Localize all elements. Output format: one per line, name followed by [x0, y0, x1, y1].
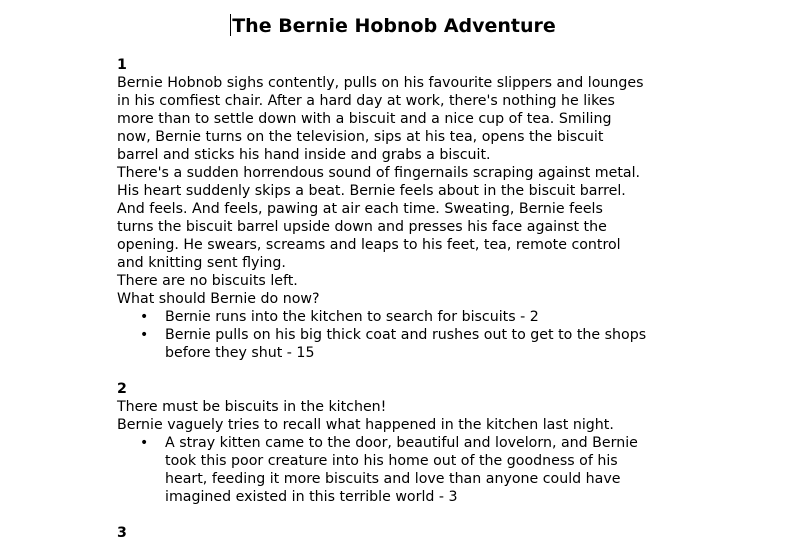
paragraph-line: And feels. And feels, pawing at air each time. Sweating, Bernie feels: [117, 201, 603, 217]
title-line: [0, 14, 786, 37]
section-number: 3: [117, 525, 127, 541]
choice-item: [117, 434, 677, 506]
section-number: 2: [117, 381, 127, 397]
paragraph-line: now, Bernie turns on the television, sips at his tea, opens the biscuit: [117, 129, 604, 145]
choice-line: imagined existed in this terrible world - 3: [165, 489, 458, 505]
paragraph-line: There are no biscuits left.: [117, 273, 298, 289]
choice-line: took this poor creature into his home out of the goodness of his: [165, 453, 618, 469]
choice-line: before they shut - 15: [165, 345, 315, 361]
document-title[interactable]: The Bernie Hobnob Adventure: [232, 15, 556, 37]
paragraph-line: barrel and sticks his hand inside and grabs a biscuit.: [117, 147, 491, 163]
paragraph-line: Bernie vaguely tries to recall what happened in the kitchen last night.: [117, 417, 614, 433]
paragraph-line: What should Bernie do now?: [117, 291, 320, 307]
choice-list: [117, 308, 677, 362]
bullet-icon: •: [140, 327, 149, 343]
paragraph-line: more than to settle down with a biscuit and a nice cup of tea. Smiling: [117, 111, 612, 127]
paragraph-line: His heart suddenly skips a beat. Bernie feels about in the biscuit barrel.: [117, 183, 626, 199]
paragraph-line: There's a sudden horrendous sound of fingernails scraping against metal.: [117, 165, 641, 181]
choice-item: [117, 326, 677, 362]
document-body[interactable]: [117, 56, 677, 541]
choice-line: A stray kitten came to the door, beautiful and lovelorn, and Bernie: [165, 435, 638, 451]
blank-line: [117, 362, 677, 380]
choice-line: Bernie pulls on his big thick coat and rushes out to get to the shops: [165, 327, 647, 343]
choice-line: Bernie runs into the kitchen to search for biscuits - 2: [165, 309, 539, 325]
choice-line: heart, feeding it more biscuits and love than anyone could have: [165, 471, 621, 487]
paragraph-line: and knitting sent flying.: [117, 255, 286, 271]
section-number: 1: [117, 57, 127, 73]
paragraph-line: opening. He swears, screams and leaps to his feet, tea, remote control: [117, 237, 621, 253]
paragraph-line: There must be biscuits in the kitchen!: [117, 399, 387, 415]
choice-list: [117, 434, 677, 506]
paragraph-line: Bernie Hobnob sighs contently, pulls on his favourite slippers and lounges: [117, 75, 644, 91]
paragraph-line: turns the biscuit barrel upside down and presses his face against the: [117, 219, 607, 235]
bullet-icon: •: [140, 435, 149, 451]
choice-item: [117, 308, 677, 326]
paragraph-line: in his comfiest chair. After a hard day at work, there's nothing he likes: [117, 93, 615, 109]
blank-line: [117, 506, 677, 524]
bullet-icon: •: [140, 309, 149, 325]
